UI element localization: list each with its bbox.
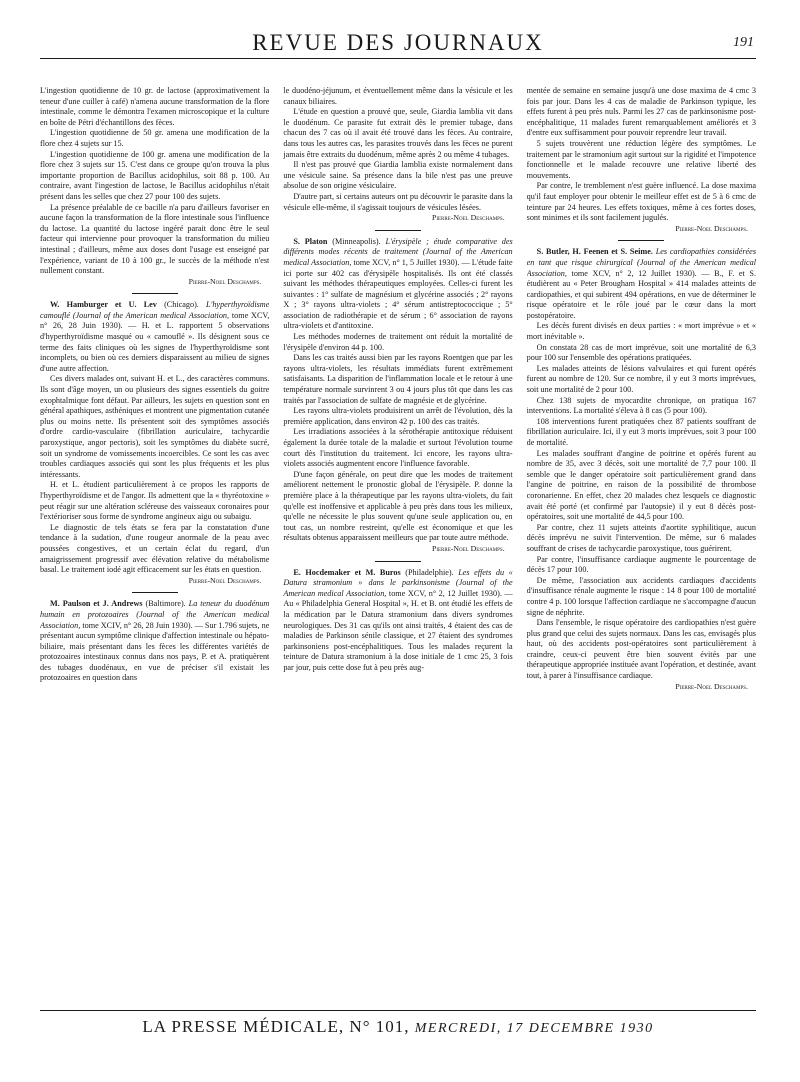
article-lead-text: tome XCV, n° 26, 28 Juin 1930). — H. et L. rapportent 5 observations d'hyperthyroïdisme masqué ou « camouflé ». Ils désignent sous ce terme des faits cliniques où les signes de l'hyperthyroïdisme sont incomplets, ou bien où ces derniers disparaissent au milieu de signes d'une autre affection. [40,310,270,373]
article-title: L'hyperthyroïdisme camouflé [40,300,270,320]
article-heading-paragraph [283,568,512,674]
article-place: (Baltimore). [145,599,186,609]
body-paragraph: le duodéno-jéjunum, et éventuellement même dans la vésicule et les canaux biliaires. [283,86,513,106]
body-paragraph: Par contre, chez 11 sujets atteints d'aortite syphilitique, aucun décès imprévu ne suivit l'intervention. De même, sur 6 malades souffrant de crises de tachycardie paroxystique, tous guérirent. [526,522,756,553]
journal-section-title: REVUE DES JOURNAUX [252,30,544,55]
article-source: (Journal of the American medical Association, [72,310,230,320]
article-source: (Journal of the American medical Association, [526,257,756,278]
article-authors: S. Butler, H. Feenen et S. Seime. [536,247,653,257]
article-place: (Philadelphie). [405,567,454,577]
author-signature: Pierre-Noel Deschamps. [432,213,505,223]
footer-journal: LA PRESSE MÉDICALE, [142,1017,345,1036]
body-paragraph: L'ingestion quotidienne de 100 gr. amena une modification de la flore chez 3 sujets sur 15. C'est dans ce groupe qu'on trouva la plus importante proportion de Bacillus acidophilus, soit 88 p. 100. Au contraire, avant l'ingestion de lactose, le Bacillus acidophilus n'était présent dans les selles que chez 27 pour 100 des sujets. [40,149,270,201]
body-paragraph: L'ingestion quotidienne de 10 gr. de lactose (approximativement la teneur d'une cuiller à café) n'amena aucune transformation de la flore intestinale, comme le démontra l'examen microscopique et la culture en boîte de Pétri d'échantillons des fèces. [40,86,270,127]
author-signature: Pierre-Noel Deschamps. [675,223,748,233]
footer-issue: N° 101, [349,1017,410,1036]
article-lead-text: tome XCIV, n° 26, 28 Juin 1930). — Sur 1.796 sujets, ne présentant aucun symptôme clinique d'affection intestinale ou hépato-biliaire, mais présentant dans les fèces les différentes variétés de protozoaires intestinaux connus dans nos pays, P. et A. pratiquèrent des tubages duodénaux, en vue de préciser s'il existait les protozoaires en question dans [40,620,270,683]
article-divider [618,240,664,241]
footer-line [40,1017,756,1037]
article-columns [40,86,756,846]
author-signature: Pierre-Noel Deschamps. [188,575,262,585]
article-title: Les cardiopathies considérées en tant que risque chirurgical [526,247,756,267]
column-3 [527,86,756,846]
article-divider [375,230,421,231]
body-paragraph: La présence préalable de ce bacille n'a paru d'ailleurs favoriser en aucune façon la transformation de la flore intestinale sous l'influence du lactose. La quantité du lactose ingéré parait donc être le seul facteur qui intervienne pour provoquer la transformation du milieu intestinal ; d'ailleurs, même aux doses dont l'usage est enseigné par l'expérience, variant de 10 à 100 gr., le succès de la méthode n'est nullement constant. [40,202,270,276]
article-title: Les effets du « Datura stramonium » dans le parkinsonisme [283,567,513,588]
body-paragraph: De même, l'association aux accidents cardiaques d'accidents d'insuffisance rénale augmente le risque : 14 8 pour 100 de mortalité contre 4 p. 100 lorsque l'affection cardiaque ne s'accompagne d'aucun signe de néphrite. [526,575,756,617]
article-authors: S. Platon [293,236,328,246]
article-divider [375,561,421,562]
body-paragraph: Par contre, le tremblement n'est guère influencé. La dose maxima qu'il faut employer pour obtenir le meilleur effet est de 5 à 6 cmc de teinture par 24 heures. Les effets toxiques, même à ces fortes doses, sont minimes et ils sont facilement jugulés. [526,181,756,223]
column-1 [40,86,269,846]
body-paragraph: Les malades atteints de lésions valvulaires et qui furent opérés furent au nombre de 120. Sur ce nombre, il y eut 3 morts imprévues, soit une mortalité de 2 pour 100. [526,363,756,395]
author-signature: Pierre-Noel Deschamps. [188,276,262,286]
article-heading-paragraph [40,300,269,374]
body-paragraph: Les irradiations associées à la sérothérapie antitoxique réduisent également la durée totale de la maladie et surtout l'évolution tourne court dès l'institution du traitement. Ici encore, les rayons ultra-violets associés augmentent encore l'influence favorable. [283,427,513,469]
page-number: 191 [733,35,754,50]
body-paragraph: Les décès furent divisés en deux parties : « mort imprévue » et « mort inévitable ». [526,321,756,342]
body-paragraph: Chez 138 sujets de myocardite chronique, on pratiqua 167 interventions. La mortalité s'éleva à 8 cas (5 pour 100). [526,395,756,416]
article-source: (Journal of the American medical Association, [283,578,513,598]
running-footer [40,1010,756,1037]
article-title: L'érysipèle ; étude comparative des différents modes récents de traitement [283,236,513,257]
body-paragraph: 5 sujets trouvèrent une réduction légère des symptômes. Le traitement par le stramonium agit surtout sur la rigidité et l'impotence fonctionnelle et le malade recouvre une relative liberté des mouvements. [526,138,756,180]
article-lead-text: tome XCV, n° 1, 5 Juillet 1930). — L'étude faite ici porte sur 402 cas d'érysipèle hospitalisés. Ils ont été classés suivant les méthodes thérapeutiques employées. Celles-ci furent les suivantes : 1° sulfate de magnésium et glycérine associés ; 2° rayons X ; 3° rayons ultra-violets ; 4° sérum antistreptococcique ; 5° association de radiothérapie et de sérum ; 6° association de rayons ultra-violets et d'antitoxine. [283,257,513,331]
body-paragraph: Dans les cas traités aussi bien par les rayons Roentgen que par les rayons ultra-violets, les résultats immédiats furent extrêmement satisfaisants. La disparition de l'inflammation locale et le retour à une température normale survinrent 3 ou 4 jours plus tôt que dans les cas traités par l'association de sulfate de magnésie et de glycérine. [283,353,513,405]
article-authors: E. Hocdemaker et M. Buros [293,567,401,577]
article-place: (Minneapolis). [332,236,381,246]
body-paragraph: D'autre part, si certains auteurs ont pu découvrir le parasite dans la vésicule elle-même, il s'agissait toujours de vésicules lésées. [283,191,513,212]
footer-date: MERCREDI, 17 DECEMBRE 1930 [414,1021,654,1036]
article-source: (Journal of the American medical Association, [283,247,513,267]
article-divider [132,293,178,294]
body-paragraph: L'étude en question a prouvé que, seule, Giardia lamblia vit dans le duodénum. Ce parasite fut extrait dès le premier tubage, dans chacun des 7 cas où il avait été trouvé dans les fèces. Au contraire, dans tous les autres cas, les parasites trouvés dans les fèces ne purent jamais être extraits du duodénum, même après 2 ou même 4 tubages. [283,107,513,159]
article-lead-text: tome XCV, n° 2, 12 Juillet 1930). — B., F. et S. étudièrent au « Peter Brougham Hospital » 414 malades atteints de cardiopathies, et qui subirent 494 opérations, en vue de déterminer le risque opératoire et le rôle joué par le cœur dans la mort postopératoire. [526,268,756,320]
author-signature: Pierre-Noel Deschamps. [675,681,748,691]
author-signature: Pierre-Noel Deschamps. [432,543,505,553]
body-paragraph: On constata 28 cas de mort imprévue, soit une mortalité de 6,3 pour 100 sur l'ensemble des opérations pratiquées. [526,342,756,363]
body-paragraph: Par contre, l'insuffisance cardiaque augmente le pourcentage de décès 17 pour 100. [526,554,756,575]
running-header [40,28,756,59]
body-paragraph: Les rayons ultra-violets produisirent un arrêt de l'évolution, dès la première application, dans environ 42 p. 100 des cas traités. [283,406,513,426]
article-source: (Journal of the American medical Association, [40,609,270,630]
article-authors: W. Hamburger et U. Lev [50,300,157,310]
body-paragraph: H. et L. étudient particulièrement à ce propos les rapports de l'hyperthyroïdisme et de l'angor. Ils admettent que la « thyréotoxine » peut réagir sur une altération scléreuse des vaisseaux coronaires pour l'extérioriser sous forme de syndrome angineux aigu ou subaigu. [40,480,270,522]
body-paragraph: Ces divers malades ont, suivant H. et L., des caractères communs. Ils sont d'âge moyen, un ou plusieurs des signes essentiels du goitre exophtalmique font défaut. Par ailleurs, les sujets en question sont en général apathiques, asthéniques et montrent une pigmentation cutanée plus ou moins nette. Ils présentent soit des symptômes associés d'ordre cardio-vasculaire (fibrillation auriculaire, tachycardie paroxystique, angor pectoris), soit les symptômes du diabète sucré, soit un syndrome de vomissements incoercibles. Ce sont les cas avec troubles cardiaques associés qui sont les plus fréquents et les plus intéressants. [40,374,270,479]
body-paragraph: D'une façon générale, on peut dire que les modes de traitement améliorent nettement le pronostic global de l'érysipèle. P. donne la première place à la thérapeutique par les rayons ultra-violets, du fait qu'elle est inoffensive et applicable à peu près dans tous les milieux, qu'elle ne nécessite le plus souvent qu'une seule application ou, en tout cas, un nombre restreint, qu'elle est économique et que les résultats obtenus apparaissent meilleurs que par toute autre méthode. [283,469,513,543]
body-paragraph: Il n'est pas prouvé que Giardia lamblia existe normalement dans une vésicule saine. Sa présence dans la bile n'est pas une preuve absolue de son origine vésiculaire. [283,160,513,191]
article-heading-paragraph [283,237,512,332]
article-authors: M. Paulson et J. Andrews [50,599,143,609]
body-paragraph: 108 interventions furent pratiquées chez 87 patients souffrant de fibrillation auriculaire. Ici, il y eut 3 morts imprévues, soit 3 pour 100 de mortalité. [526,416,756,447]
body-paragraph: mentée de semaine en semaine jusqu'à une dose maxima de 4 cmc 3 fois par jour. Dans les 4 cas de maladie de Parkinson typique, les effets furent à peu près nuls. Parmi les 27 cas de parkinsonisme post-encéphalitique, 11 malades furent remarquablement améliorés et 3 d'entre eux suffisamment pour pouvoir reprendre leur travail. [526,86,756,138]
article-heading-paragraph [40,599,269,684]
body-paragraph: L'ingestion quotidienne de 50 gr. amena une modification de la flore chez 4 sujets sur 15. [40,128,270,148]
article-place: (Chicago). [164,300,199,310]
body-paragraph: Dans l'ensemble, le risque opératoire des cardiopathies n'est guère plus grand que celui des sujets normaux. Dans les cas, envisagés plus haut, où des accidents post-opératoires sont particulièrement à craindre, ceux-ci peuvent être bien souvent évités par une thérapeutique appropriée instituée avant l'opération, et destinée, avant tout, à parer à l'insuffisance cardiaque. [526,618,756,681]
body-paragraph: Les malades souffrant d'angine de poitrine et opérés furent au nombre de 35, avec 3 décès, soit une mortalité de 7,7 pour 100. Il semble que le danger opératoire soit particulièrement grand dans l'angine de poitrine, en raison de la possibilité de thrombose coronarienne. En effet, chez 20 malades chez lesquels ce diagnostic avait été porté (et confirmé par l'autopsie) il y eut 8 décès post-opératoires, soit une mortalité de 44,5 pour 100. [526,448,756,522]
article-lead-text: tome XCV, n° 2, 12 Juillet 1930). — Au « Philadelphia General Hospital », H. et B. ont étudié les effets de la médication par le Datura stramonium dans divers syndromes neurologiques. Des 31 cas qu'ils ont ainsi traités, 4 étaient des cas de maladies de Parkinson sénile classique, et 27 étaient des syndromes parkinsoniens post-encéphalitiques. Tous les malades reçurent la teinture de Datura stramonium à la dose initiale de 1 cmc 25, 3 fois par jour, puis cette dose fut à peu près aug- [283,588,513,672]
body-paragraph: Le diagnostic de tels états se fera par la constatation d'une tendance à la sudation, d'une rougeur anormale de la peau avec poussées congestives, et un certain éclat du regard, d'un amaigrissement progressif avec élévation relative du métabolisme basal. Le traitement iodé agit efficacement sur les états en question. [40,522,270,575]
column-2 [283,86,512,846]
article-title: La teneur du duodénum humain en protozoaires [40,599,270,619]
article-divider [132,592,178,593]
article-heading-paragraph [527,247,756,321]
body-paragraph: Les méthodes modernes de traitement ont réduit la mortalité de l'érysipèle d'environ 44 p. 100. [283,332,513,352]
